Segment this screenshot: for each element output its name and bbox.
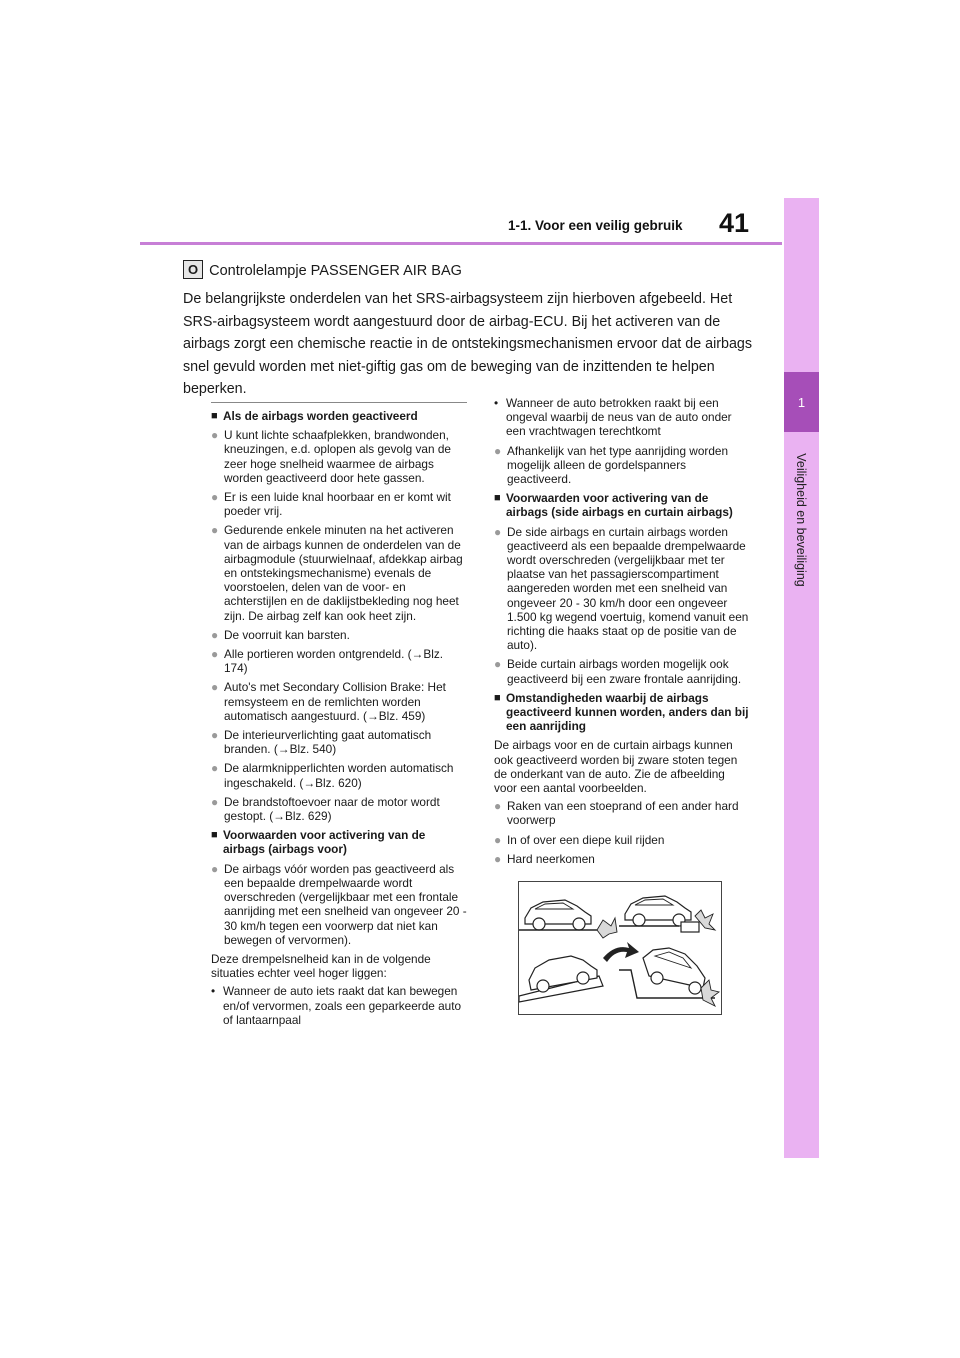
- bullet-item: ● In of over een diepe kuil rijden: [494, 832, 665, 847]
- circle-bullet-icon: ●: [211, 728, 219, 743]
- circle-bullet-icon: ●: [494, 799, 502, 814]
- intro-paragraph: De belangrijkste onderdelen van het SRS-airbagsysteem zijn hierboven afgebeeld. Het SRS-airbagsysteem wordt aangestuurd door de airbag-ECU. Bij het activeren van de airbags zorgt een chemische reactie in de ontstekingsmechanismen ervoor dat de airbags snel gevuld worden met niet-giftig gas om de beweging van de inzittenden te helpen beperken.: [183, 291, 753, 398]
- circle-bullet-icon: ●: [211, 680, 219, 695]
- bullet-item: ● De side airbags en curtain airbags worden geactiveerd als een bepaalde drempelwaarde wordt overschreden (vergelijkbaar met ter plaatse van het passagierscompartiment aangereden worden met een snelheid van ongeveer 20 - 30 km/h door een ongeveer 1.500 kg wegend voertuig, komend vanuit een richting die haaks staat op de positie van de auto).: [494, 524, 749, 653]
- bullet-item: ● Beide curtain airbags worden mogelijk ook geactiveerd bij een zware frontale aanrijding.: [494, 657, 742, 686]
- car-landing-scene: [619, 948, 719, 1006]
- bullet-item: ● Er is een luide knal hoorbaar en er komt wit poeder vrij.: [211, 490, 451, 519]
- section-heading: ■ Voorwaarden voor activering van de airbags (airbags voor): [211, 828, 426, 857]
- bullet-item: ● Auto's met Secondary Collision Brake: Het remsysteem en de remlichten worden automatisch aangestuurd. (→Blz. 459): [211, 680, 446, 723]
- bullet-item: ● De interieurverlichting gaat automatisch branden. (→Blz. 540): [211, 728, 432, 757]
- indicator-text: Controlelampje PASSENGER AIR BAG: [209, 263, 462, 279]
- intro-section: [183, 258, 763, 401]
- circle-bullet-icon: ●: [211, 761, 219, 776]
- square-bullet-icon: ■: [211, 410, 218, 422]
- header-rule: [140, 242, 782, 245]
- car-object-scene: [619, 896, 715, 932]
- dash-item: • Wanneer de auto betrokken raakt bij een ongeval waarbij de neus van de auto onder een vrachtwagen terechtkomt: [494, 396, 732, 439]
- section-title: 1-1. Voor een veilig gebruik: [508, 218, 683, 233]
- bullet-item: ● Hard neerkomen: [494, 851, 595, 866]
- right-column: [494, 396, 750, 1015]
- bullet-item: ● Alle portieren worden ontgrendeld. (→Blz. 174): [211, 647, 444, 676]
- section-heading: ■ Als de airbags worden geactiveerd: [211, 409, 418, 423]
- body-text: De airbags voor en de curtain airbags kunnen ook geactiveerd worden bij zware stoten tegen de onderkant van de auto. Zie de afbeelding voor een aantal voorbeelden.: [494, 738, 738, 796]
- bullet-item: ● De airbags vóór worden pas geactiveerd als een bepaalde drempelwaarde wordt overschreden (vergelijkbaar met een frontale aanrijding met een snelheid van ongeveer 20 - 30 km/h tegen een voorwerp dat niet kan bewegen of vervormen).: [211, 861, 467, 947]
- bullet-item: ● De voorruit kan barsten.: [211, 627, 350, 642]
- impact-illustration-svg: [519, 882, 721, 1014]
- circle-bullet-icon: ●: [211, 647, 219, 662]
- impact-illustration: [518, 881, 722, 1015]
- section-heading: ■ Voorwaarden voor activering van de airbags (side airbags en curtain airbags): [494, 491, 733, 520]
- square-bullet-icon: ■: [494, 492, 501, 505]
- circle-bullet-icon: ●: [494, 851, 502, 866]
- bullet-item: ● Raken van een stoeprand of een ander hard voorwerp: [494, 799, 739, 828]
- bullet-item: ● De alarmknipperlichten worden automatisch ingeschakeld. (→Blz. 620): [211, 761, 454, 790]
- circle-bullet-icon: ●: [494, 443, 502, 458]
- bullet-item: ● Gedurende enkele minuten na het activeren van de airbags kunnen de onderdelen van de airbagmodule (stuurwielnaaf, afdekkap airbag en ontstekingsmechanisme) evenals de voorstoelen, delen van de voor- en achterstijlen en de daklijstbekleding nog heet zijn. De airbag zelf kan ook heet zijn.: [211, 523, 463, 623]
- circle-bullet-icon: ●: [211, 523, 219, 538]
- circle-bullet-icon: ●: [494, 832, 502, 847]
- circle-bullet-icon: ●: [211, 794, 219, 809]
- circle-bullet-icon: ●: [211, 861, 219, 876]
- chapter-number-tab: 1: [784, 372, 819, 432]
- chapter-title-vertical: Veiligheid en beveiliging: [794, 453, 808, 587]
- section-heading: ■ Omstandigheden waarbij de airbags geactiveerd kunnen worden, anders dan bij een aanrijding: [494, 690, 749, 734]
- direction-arrow-icon: [603, 942, 639, 962]
- left-column: [211, 402, 467, 1032]
- body-text: Deze drempelsnelheid kan in de volgende situaties echter veel hoger liggen:: [211, 951, 431, 981]
- page-number: 41: [719, 208, 750, 238]
- bullet-item: ● De brandstoftoevoer naar de motor wordt gestopt. (→Blz. 629): [211, 794, 440, 824]
- label-code-box: O: [183, 260, 203, 279]
- circle-bullet-icon: ●: [494, 524, 502, 539]
- car-curb-scene: [519, 900, 617, 938]
- bullet-item: ● Afhankelijk van het type aanrijding worden mogelijk alleen de gordelspanners geactiveerd.: [494, 443, 729, 487]
- chapter-side-tab: [784, 198, 819, 1158]
- circle-bullet-icon: ●: [494, 657, 502, 672]
- impact-burst-icon: [597, 918, 617, 938]
- car-ramp-scene: [519, 956, 603, 1002]
- circle-bullet-icon: ●: [211, 490, 219, 505]
- circle-bullet-icon: ●: [211, 627, 219, 642]
- circle-bullet-icon: ●: [211, 428, 219, 443]
- dash-bullet-icon: •: [494, 396, 499, 410]
- indicator-line: [183, 258, 763, 284]
- square-bullet-icon: ■: [211, 829, 218, 842]
- bullet-item: ● U kunt lichte schaafplekken, brandwonden, kneuzingen, e.d. oplopen als gevolg van de zeer hoge snelheid waarmee de airbags worden geactiveerd door hete gassen.: [211, 428, 451, 485]
- dash-item: • Wanneer de auto iets raakt dat kan bewegen en/of vervormen, zoals een geparkeerde auto of lantaarnpaal: [211, 984, 462, 1027]
- square-bullet-icon: ■: [494, 691, 501, 704]
- dash-bullet-icon: •: [211, 984, 216, 999]
